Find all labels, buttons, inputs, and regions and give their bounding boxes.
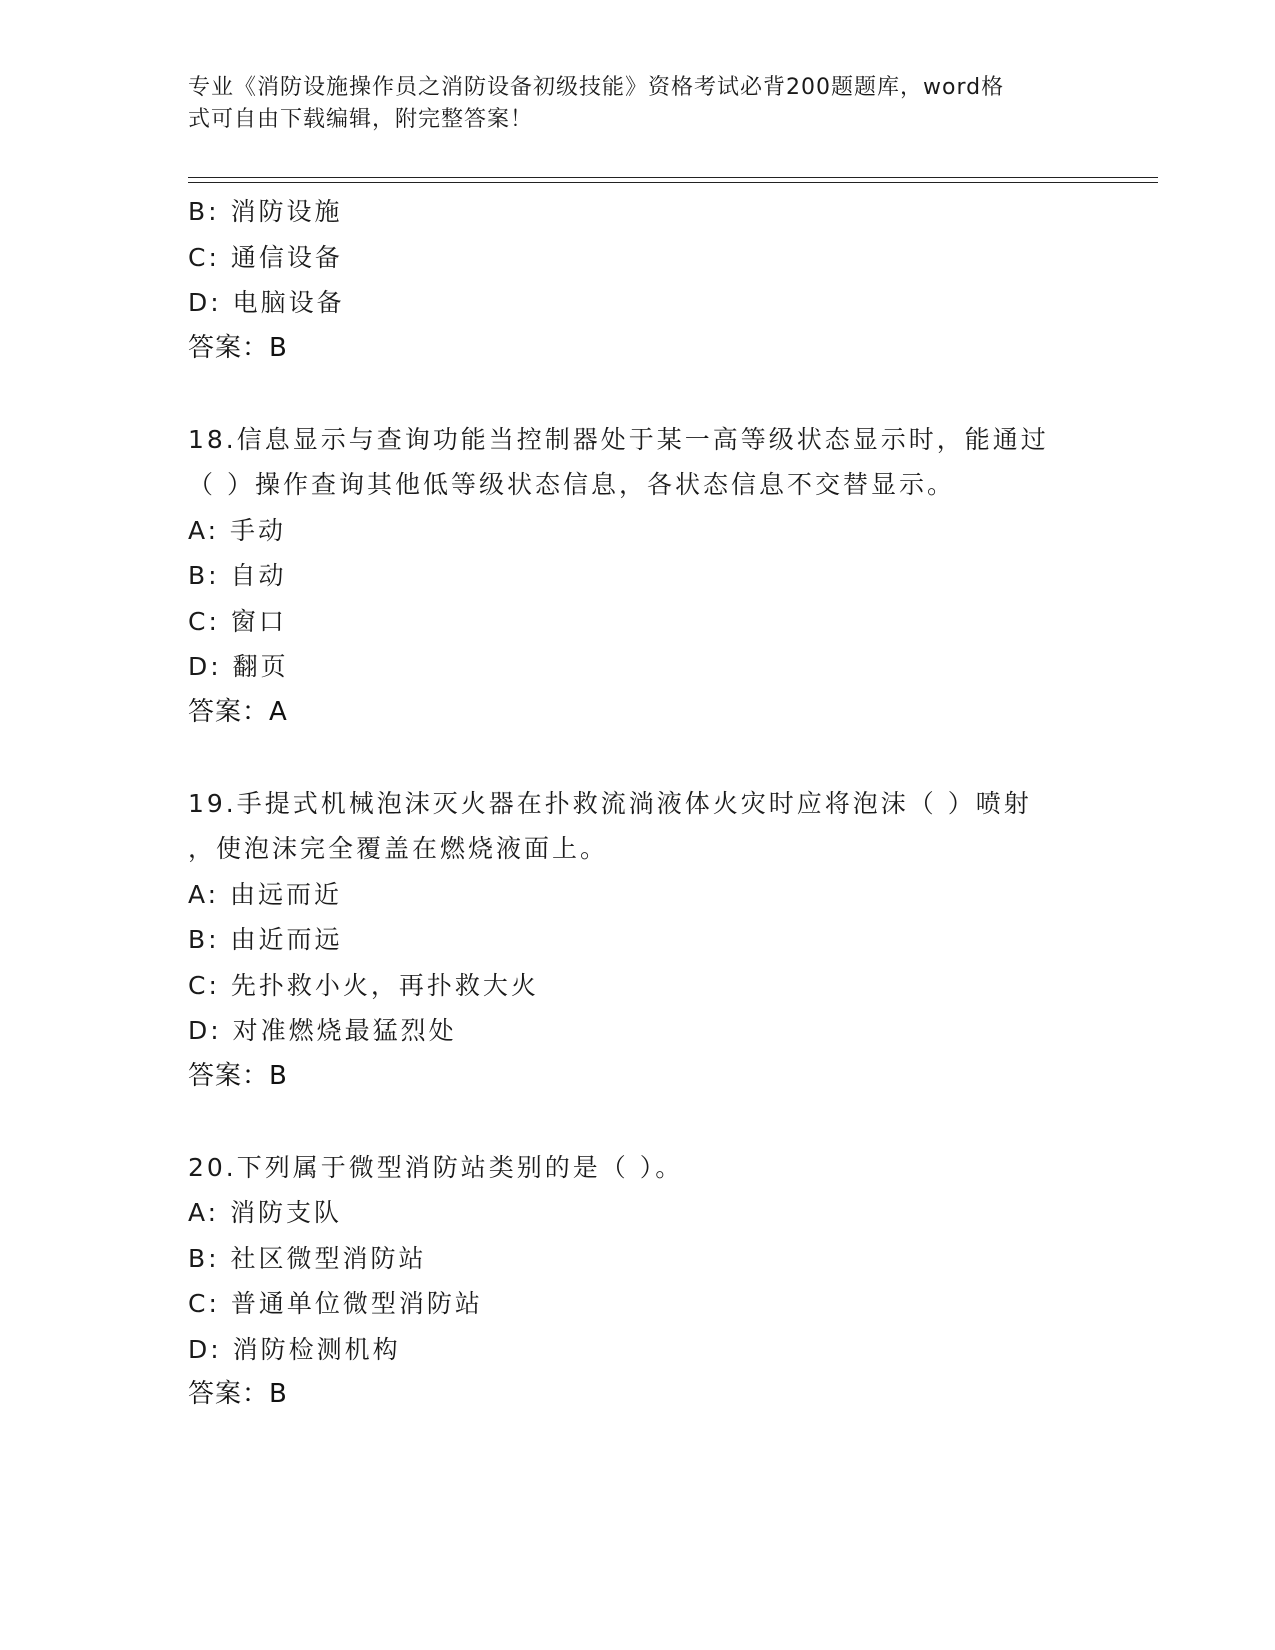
option-d: D: 翻页 — [188, 652, 289, 681]
header-divider-top — [188, 177, 1158, 178]
option-d: D: 电脑设备 — [188, 288, 345, 317]
question-17-partial — [188, 189, 1088, 371]
answer-line: 答案：B — [188, 1060, 288, 1091]
spacer — [188, 735, 1088, 781]
question-text-line: 18.信息显示与查询功能当控制器处于某一高等级状态显示时，能通过 — [188, 424, 1049, 454]
option-b: B: 消防设施 — [188, 197, 343, 226]
question-list — [188, 189, 1088, 1418]
spacer — [188, 371, 1088, 417]
question-20 — [188, 1145, 1088, 1418]
option-d: D: 消防检测机构 — [188, 1334, 401, 1364]
answer-line: 答案：B — [188, 332, 288, 363]
option-b: B: 自动 — [188, 561, 287, 590]
question-text-line: ，使泡沫完全覆盖在燃烧液面上。 — [188, 834, 609, 863]
answer-line: 答案：A — [188, 696, 288, 727]
header-line-1: 专业《消防设施操作员之消防设备初级技能》资格考试必背200题题库，word格 — [188, 75, 1005, 100]
option-c: C: 窗口 — [188, 606, 287, 636]
option-a: A: 手动 — [188, 515, 287, 545]
option-b: B: 社区微型消防站 — [188, 1243, 427, 1273]
question-text-line: 20.下列属于微型消防站类别的是（ ）。 — [188, 1152, 684, 1182]
option-c: C: 先扑救小火，再扑救大火 — [188, 970, 539, 1000]
option-c: C: 普通单位微型消防站 — [188, 1289, 483, 1318]
option-a: A: 消防支队 — [188, 1198, 343, 1227]
header-line-2: 式可自由下载编辑，附完整答案！ — [188, 107, 534, 132]
answer-line: 答案：B — [188, 1379, 288, 1409]
question-text-line: 19.手提式机械泡沫灭火器在扑救流淌液体火灾时应将泡沫（ ）喷射 — [188, 788, 1032, 818]
question-18 — [188, 417, 1088, 736]
document-header — [188, 72, 1068, 136]
option-c: C: 通信设备 — [188, 242, 343, 272]
option-b: B: 由近而远 — [188, 925, 343, 954]
question-19 — [188, 781, 1088, 1100]
question-text-line: （ ）操作查询其他低等级状态信息，各状态信息不交替显示。 — [188, 470, 955, 499]
option-a: A: 由远而近 — [188, 879, 343, 909]
option-d: D: 对准燃烧最猛烈处 — [188, 1016, 457, 1045]
header-divider-bottom — [188, 182, 1158, 183]
spacer — [188, 1099, 1088, 1145]
